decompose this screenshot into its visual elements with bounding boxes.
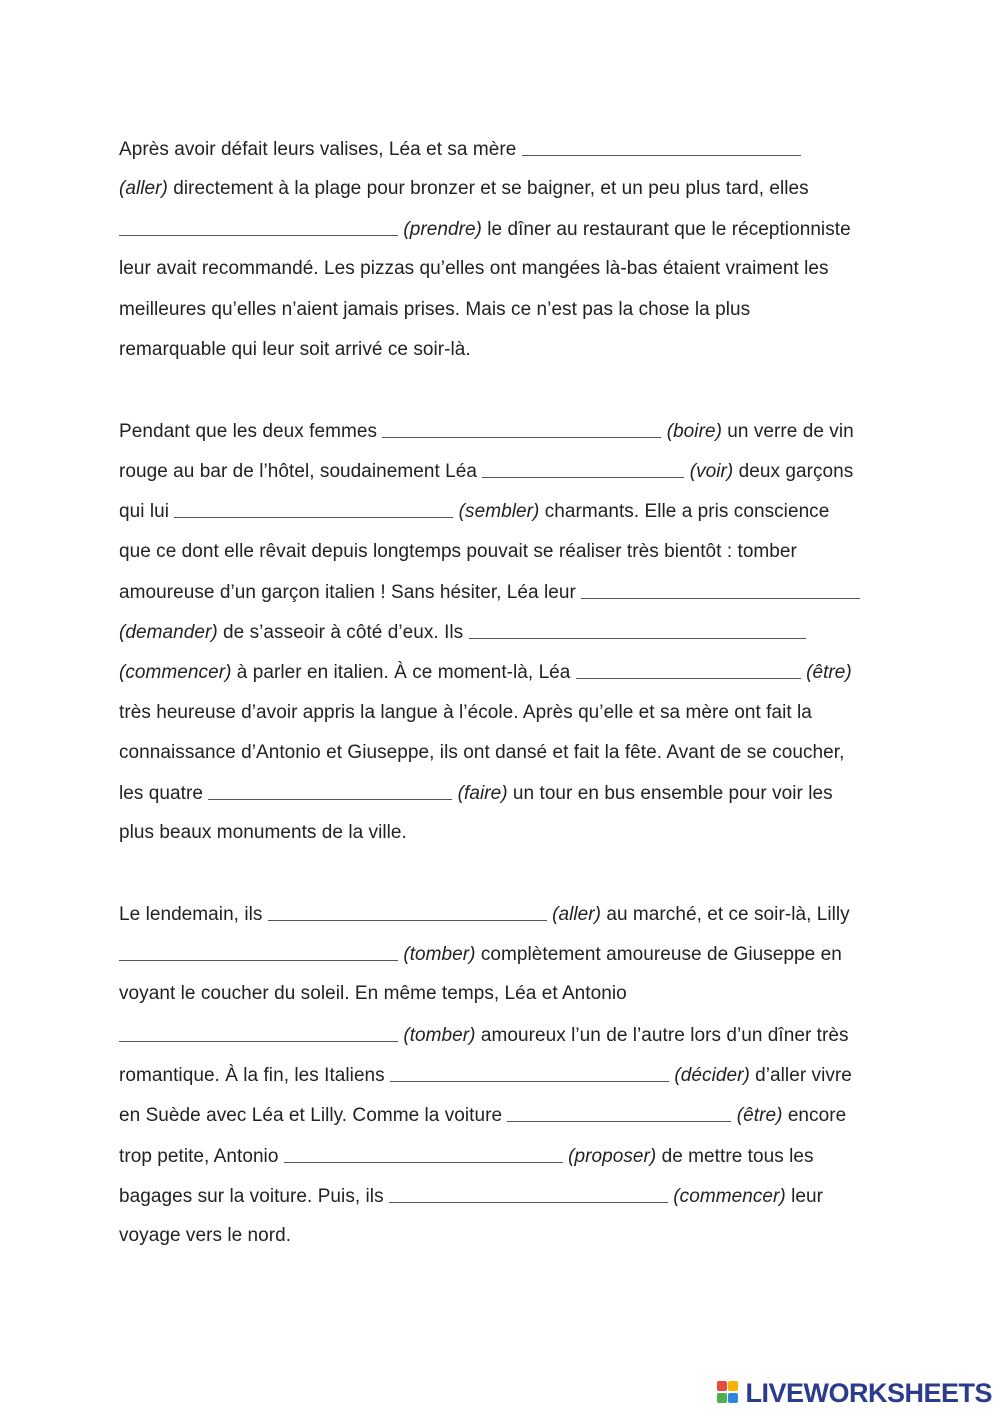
p2-line-6 xyxy=(119,620,806,645)
p2-line-10 xyxy=(119,781,833,806)
text: trop petite, Antonio xyxy=(119,1146,284,1167)
verb-hint: (aller) xyxy=(552,904,602,925)
text: le dîner au restaurant que le réceptionniste xyxy=(481,219,851,240)
p2-line-8: très heureuse d’avoir appris la langue à l’école. Après qu’elle et sa mère ont fait la xyxy=(119,702,812,723)
text: au marché, et ce soir-là, Lilly xyxy=(601,904,850,925)
text: d’aller vivre xyxy=(749,1065,852,1086)
p2-line-7 xyxy=(119,660,852,685)
blank-9[interactable] xyxy=(208,781,452,800)
verb-hint: (demander) xyxy=(119,622,218,643)
text: un verre de vin xyxy=(721,421,854,442)
blank-2[interactable] xyxy=(119,217,398,236)
blank-4[interactable] xyxy=(482,459,684,478)
blank-13[interactable] xyxy=(390,1063,669,1082)
blank-16[interactable] xyxy=(389,1184,668,1203)
text: rouge au bar de l’hôtel, soudainement Léa xyxy=(119,461,483,482)
p1-line-2 xyxy=(119,177,809,201)
liveworksheets-logo-icon xyxy=(717,1381,739,1405)
p3-line-1 xyxy=(119,902,850,927)
p3-line-9: voyage vers le nord. xyxy=(119,1225,292,1246)
blank-7[interactable] xyxy=(469,620,806,639)
blank-8[interactable] xyxy=(576,660,801,679)
verb-hint: (aller) xyxy=(119,178,168,199)
blank-12[interactable] xyxy=(119,1023,398,1042)
p1-line-6: remarquable qui leur soit arrivé ce soir-là. xyxy=(119,339,471,360)
verb-hint: (proposer) xyxy=(568,1146,657,1167)
text: un tour en bus ensemble pour voir les xyxy=(507,783,833,804)
text: encore xyxy=(782,1105,847,1126)
text: leur xyxy=(785,1186,823,1207)
p2-line-4: que ce dont elle rêvait depuis longtemps pouvait se réaliser très bientôt : tomber xyxy=(119,541,797,562)
p1-line-1 xyxy=(119,137,801,162)
text: les quatre xyxy=(119,783,209,804)
text: amoureuse d’un garçon italien ! Sans hésiter, Léa leur xyxy=(119,582,582,603)
p2-line-11: plus beaux monuments de la ville. xyxy=(119,822,407,843)
verb-hint: (prendre) xyxy=(403,219,482,240)
verb-hint: (être) xyxy=(806,662,852,683)
blank-10[interactable] xyxy=(268,902,547,921)
blank-3[interactable] xyxy=(382,419,661,438)
liveworksheets-logo[interactable] xyxy=(717,1378,992,1408)
text: complètement amoureuse de Giuseppe en xyxy=(475,944,842,965)
text: bagages sur la voiture. Puis, ils xyxy=(119,1186,389,1207)
text: deux garçons xyxy=(733,461,854,482)
p2-line-2 xyxy=(119,459,853,484)
p3-line-2 xyxy=(119,942,842,967)
p3-line-8 xyxy=(119,1184,823,1209)
verb-hint: (décider) xyxy=(674,1065,750,1086)
verb-hint: (voir) xyxy=(689,461,734,482)
verb-hint: (faire) xyxy=(457,783,508,804)
blank-1[interactable] xyxy=(522,137,801,156)
blank-6[interactable] xyxy=(581,580,860,599)
text: romantique. À la fin, les Italiens xyxy=(119,1065,391,1086)
text: à parler en italien. À ce moment-là, Léa xyxy=(231,662,576,683)
p3-line-3: voyant le coucher du soleil. En même temps, Léa et Antonio xyxy=(119,983,627,1004)
blank-11[interactable] xyxy=(119,942,398,961)
p3-line-4 xyxy=(119,1023,849,1048)
p3-line-7 xyxy=(119,1144,814,1169)
p2-line-1 xyxy=(119,419,854,444)
text: directement à la plage pour bronzer et se baigner, et un peu plus tard, elles xyxy=(167,178,809,199)
verb-hint: (commencer) xyxy=(119,662,232,683)
verb-hint: (être) xyxy=(736,1105,783,1126)
text: Le lendemain, ils xyxy=(119,904,268,925)
p3-line-6 xyxy=(119,1103,846,1128)
text: de s’asseoir à côté d’eux. Ils xyxy=(217,622,469,643)
p1-line-4: leur avait recommandé. Les pizzas qu’elles ont mangées là-bas étaient vraiment les xyxy=(119,258,829,279)
text: Après avoir défait leurs valises, Léa et sa mère xyxy=(119,139,517,160)
blank-14[interactable] xyxy=(507,1103,731,1122)
p2-line-5 xyxy=(119,580,860,605)
verb-hint: (boire) xyxy=(666,421,722,442)
p2-line-9: connaissance d’Antonio et Giuseppe, ils ont dansé et fait la fête. Avant de se coucher, xyxy=(119,742,845,763)
verb-hint: (sembler) xyxy=(458,501,540,522)
p2-line-3 xyxy=(119,499,829,524)
text: amoureux l’un de l’autre lors d’un dîner très xyxy=(475,1025,849,1046)
text: charmants. Elle a pris conscience xyxy=(539,501,830,522)
text: de mettre tous les xyxy=(656,1146,814,1167)
text: Pendant que les deux femmes xyxy=(119,421,383,442)
text: qui lui xyxy=(119,501,175,522)
blank-15[interactable] xyxy=(284,1144,563,1163)
text: en Suède avec Léa et Lilly. Comme la voiture xyxy=(119,1105,508,1126)
verb-hint: (tomber) xyxy=(403,1025,476,1046)
p1-line-3 xyxy=(119,217,851,242)
verb-hint: (commencer) xyxy=(673,1186,786,1207)
p3-line-5 xyxy=(119,1063,852,1088)
p1-line-5: meilleures qu’elles n’aient jamais prises. Mais ce n’est pas la chose la plus xyxy=(119,299,751,320)
logo-text: LIVEWORKSHEETS xyxy=(745,1377,992,1408)
blank-5[interactable] xyxy=(174,499,453,518)
verb-hint: (tomber) xyxy=(403,944,476,965)
